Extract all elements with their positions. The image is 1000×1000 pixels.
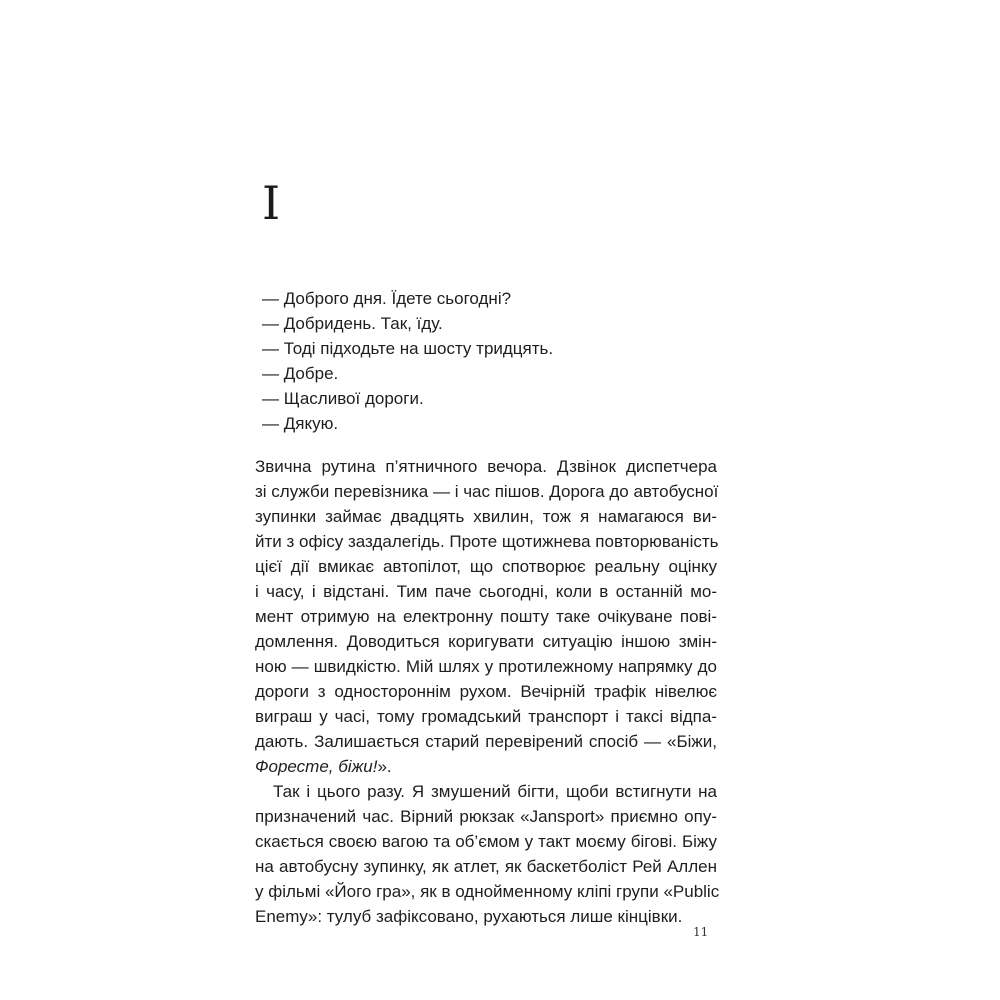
dialogue-line: — Щасливої дороги. — [262, 389, 424, 408]
dialogue-line: — Тоді підходьте на шосту тридцять. — [262, 339, 554, 358]
dialogue-line: — Доброго дня. Їдете сьогодні? — [262, 289, 512, 308]
paragraph-line: дороги з одностороннім рухом. Вечірній трафік нівелює — [255, 682, 717, 701]
dialogue-line: — Дякую. — [262, 414, 339, 433]
paragraph-line: виграш у часі, тому громадський транспорт і таксі відпа- — [255, 707, 717, 726]
paragraph-line: і часу, і відстані. Тим паче сьогодні, коли в останній мо- — [255, 582, 717, 601]
paragraph-line: Звична рутина п’ятничного вечора. Дзвінок диспетчера — [255, 457, 717, 476]
paragraph-line: зупинки займає двадцять хвилин, тож я намагаюся ви- — [255, 507, 717, 526]
paragraph-line: домлення. Доводиться коригувати ситуацію іншою змін- — [255, 632, 717, 651]
paragraph-line: дають. Залишається старий перевірений спосіб — «Біжи, — [255, 732, 717, 751]
dialogue-line: — Добре. — [262, 364, 339, 383]
body-text — [255, 454, 720, 929]
paragraph-line: у фільмі «Його гра», як в однойменному кліпі групи «Public — [255, 882, 720, 901]
quote-closing: ». — [377, 757, 392, 776]
paragraph-line: скається своєю вагою та об’ємом у такт моєму бігові. Біжу — [255, 832, 717, 851]
page-number: 11 — [693, 925, 709, 939]
paragraph-line: мент отримую на електронну пошту таке очікуване пові- — [255, 607, 717, 626]
paragraph-line: на автобусну зупинку, як атлет, як баскетболіст Рей Аллен — [255, 857, 717, 876]
italic-quote: Форесте, біжи! — [255, 757, 378, 776]
chapter-number: I — [262, 176, 281, 230]
dialogue-line: — Добридень. Так, їду. — [262, 314, 443, 333]
paragraph-line: йти з офісу заздалегідь. Проте щотижнева повторюваність — [255, 532, 719, 551]
paragraph-last-line — [255, 754, 717, 779]
paragraph-line: зі служби перевізника — і час пішов. Дорога до автобусної — [255, 482, 719, 501]
paragraph-line: призначений час. Вірний рюкзак «Jansport» приємно опу- — [255, 807, 717, 826]
paragraph-line: Так і цього разу. Я змушений бігти, щоби встигнути на — [273, 782, 717, 801]
dialogue-block — [262, 286, 553, 436]
paragraph-line: Enemy»: тулуб зафіксовано, рухаються лише кінцівки. — [255, 907, 683, 926]
paragraph-line: ною — швидкістю. Мій шлях у протилежному напрямку до — [255, 657, 717, 676]
paragraph-line: цієї дії вмикає автопілот, що спотворює реальну оцінку — [255, 557, 717, 576]
